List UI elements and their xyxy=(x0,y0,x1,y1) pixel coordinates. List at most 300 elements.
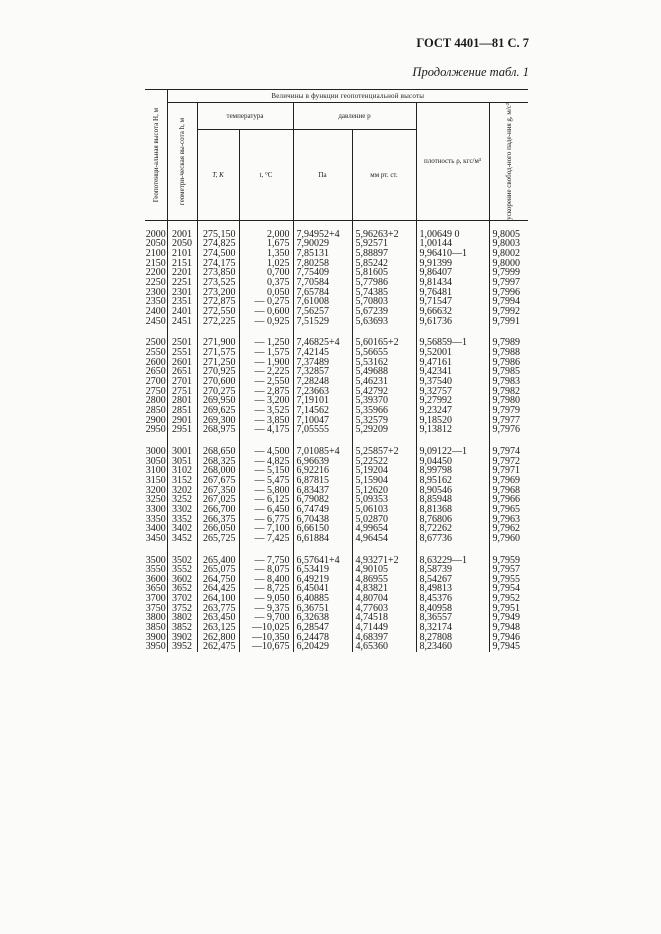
cell-temperature-k: 271,900 xyxy=(197,338,239,348)
cell-gravity: 9,7972 xyxy=(492,455,520,467)
header-geopotential-height: Геопотенци-альная высота H, м xyxy=(145,90,167,221)
cell-geometric-height: 3152 xyxy=(167,476,197,486)
cell-temperature-c: — 6,125 xyxy=(239,495,293,505)
cell-geometric-height: 2701 xyxy=(167,377,197,387)
cell-geometric-height: 3902 xyxy=(167,633,197,643)
cell-temperature-k: 262,800 xyxy=(197,633,239,643)
cell-geometric-height: 2151 xyxy=(167,259,197,269)
cell-pressure-mmhg: 4,93271+2 xyxy=(352,556,416,566)
cell-density: 9,71547 xyxy=(416,297,489,307)
cell-density: 9,56859—1 xyxy=(416,338,489,348)
cell-density: 9,52001 xyxy=(416,348,489,358)
cell-geometric-height: 3051 xyxy=(167,457,197,467)
cell-geopotential-height: 3900 xyxy=(145,631,166,643)
cell-density: 8,67736 xyxy=(416,534,489,544)
cell-geometric-height: 2751 xyxy=(167,387,197,397)
cell-geopotential-height: 2400 xyxy=(145,306,166,318)
cell-density: 8,76806 xyxy=(416,515,489,525)
cell-geopotential-height: 2550 xyxy=(145,347,166,359)
cell-geopotential-height: 3700 xyxy=(145,593,166,605)
cell-pressure-pa: 6,87815 xyxy=(293,476,352,486)
cell-pressure-mmhg: 5,96263+2 xyxy=(352,230,416,240)
cell-temperature-c: — 2,550 xyxy=(239,377,293,387)
cell-gravity: 9,7955 xyxy=(492,573,520,585)
cell-temperature-k: 270,275 xyxy=(197,387,239,397)
cell-pressure-pa: 7,70584 xyxy=(293,278,352,288)
cell-temperature-c: — 0,925 xyxy=(239,317,293,327)
cell-pressure-mmhg: 5,63693 xyxy=(352,317,416,327)
cell-gravity: 9,7976 xyxy=(492,424,520,436)
cell-density: 8,36557 xyxy=(416,613,489,623)
cell-pressure-mmhg: 5,49688 xyxy=(352,367,416,377)
cell-density: 8,63229—1 xyxy=(416,556,489,566)
cell-geometric-height: 2251 xyxy=(167,278,197,288)
cell-density: 9,66632 xyxy=(416,307,489,317)
cell-pressure-mmhg: 5,12620 xyxy=(352,486,416,496)
cell-pressure-mmhg: 5,29209 xyxy=(352,425,416,435)
cell-geometric-height: 3502 xyxy=(167,556,197,566)
cell-geometric-height: 2651 xyxy=(167,367,197,377)
cell-geometric-height: 3852 xyxy=(167,623,197,633)
cell-density: 9,18520 xyxy=(416,416,489,426)
cell-temperature-c: — 4,500 xyxy=(239,447,293,457)
cell-geopotential-height: 2200 xyxy=(145,267,166,279)
cell-pressure-mmhg: 5,56655 xyxy=(352,348,416,358)
cell-temperature-k: 268,325 xyxy=(197,457,239,467)
cell-geopotential-height: 2250 xyxy=(145,277,166,289)
cell-pressure-pa: 6,32638 xyxy=(293,613,352,623)
cell-density: 8,95162 xyxy=(416,476,489,486)
cell-temperature-c: — 8,725 xyxy=(239,584,293,594)
cell-geopotential-height: 3950 xyxy=(145,641,166,653)
cell-pressure-pa: 6,36751 xyxy=(293,604,352,614)
cell-density: 8,27808 xyxy=(416,633,489,643)
cell-geometric-height: 2501 xyxy=(167,338,197,348)
cell-temperature-k: 272,875 xyxy=(197,297,239,307)
cell-temperature-c: — 5,800 xyxy=(239,486,293,496)
cell-temperature-k: 263,450 xyxy=(197,613,239,623)
cell-pressure-pa: 6,40885 xyxy=(293,594,352,604)
cell-geopotential-height: 2350 xyxy=(145,296,166,308)
cell-pressure-pa: 6,74749 xyxy=(293,505,352,515)
cell-temperature-c: — 9,050 xyxy=(239,594,293,604)
cell-geopotential-height: 2700 xyxy=(145,376,166,387)
header-main: Величины в функции геопотенциальной высоты xyxy=(167,90,528,103)
cell-density: 1,00649 0 xyxy=(416,230,489,240)
cell-geometric-height: 3402 xyxy=(167,524,197,534)
cell-gravity: 9,7966 xyxy=(492,494,520,506)
cell-geometric-height: 3252 xyxy=(167,495,197,505)
cell-temperature-c: — 5,150 xyxy=(239,466,293,476)
cell-pressure-mmhg: 5,67239 xyxy=(352,307,416,317)
cell-geopotential-height: 3150 xyxy=(145,474,166,486)
cell-geopotential-height: 3300 xyxy=(145,503,166,515)
table-row xyxy=(145,642,528,652)
cell-gravity: 9,7949 xyxy=(492,612,520,624)
cell-pressure-mmhg: 5,39370 xyxy=(352,396,416,406)
cell-temperature-c: — 5,475 xyxy=(239,476,293,486)
cell-geopotential-height: 3350 xyxy=(145,513,166,525)
cell-density: 9,32757 xyxy=(416,387,489,397)
header-temperature-group: температура xyxy=(197,103,293,130)
cell-pressure-pa: 7,14562 xyxy=(293,406,352,416)
cell-pressure-mmhg: 4,65360 xyxy=(352,642,416,652)
cell-gravity: 9,7999 xyxy=(492,267,520,279)
cell-pressure-mmhg: 5,46231 xyxy=(352,377,416,387)
cell-temperature-c: —10,025 xyxy=(239,623,293,633)
cell-pressure-mmhg: 5,06103 xyxy=(352,505,416,515)
header-temp-celsius: t, °C xyxy=(239,129,293,220)
cell-geopotential-height: 2100 xyxy=(145,248,166,260)
cell-density: 9,23247 xyxy=(416,406,489,416)
cell-geopotential-height: 3850 xyxy=(145,622,166,634)
header-gravity: ускорение свобод-ного паде-ния g, м/с² xyxy=(489,103,528,221)
cell-temperature-k: 267,025 xyxy=(197,495,239,505)
header-temp-kelvin: T, K xyxy=(197,129,239,220)
cell-temperature-c: — 8,400 xyxy=(239,575,293,585)
cell-temperature-c: —10,350 xyxy=(239,633,293,643)
cell-temperature-k: 273,200 xyxy=(197,288,239,298)
cell-density: 8,49813 xyxy=(416,584,489,594)
cell-geopotential-height: 2900 xyxy=(145,414,166,426)
cell-gravity: 9,8003 xyxy=(492,238,520,250)
cell-density: 9,42341 xyxy=(416,367,489,377)
cell-gravity: 9,7946 xyxy=(492,631,520,643)
table-body xyxy=(145,220,528,652)
cell-density: 9,61736 xyxy=(416,317,489,327)
cell-geometric-height: 3302 xyxy=(167,505,197,515)
cell-pressure-mmhg: 4,90105 xyxy=(352,565,416,575)
cell-temperature-c: — 1,250 xyxy=(239,338,293,348)
cell-temperature-k: 264,100 xyxy=(197,594,239,604)
cell-geometric-height: 3702 xyxy=(167,594,197,604)
cell-pressure-pa: 7,19101 xyxy=(293,396,352,406)
cell-temperature-k: 267,350 xyxy=(197,486,239,496)
cell-pressure-pa: 7,75409 xyxy=(293,268,352,278)
cell-pressure-mmhg: 5,32579 xyxy=(352,416,416,426)
cell-geopotential-height: 2950 xyxy=(145,424,166,436)
cell-gravity: 9,7980 xyxy=(492,395,520,407)
cell-pressure-mmhg: 5,35966 xyxy=(352,406,416,416)
cell-temperature-c: — 1,900 xyxy=(239,358,293,368)
cell-density: 8,40958 xyxy=(416,604,489,614)
cell-temperature-c: — 3,525 xyxy=(239,406,293,416)
cell-density: 8,72262 xyxy=(416,524,489,534)
cell-geopotential-height: 3450 xyxy=(145,532,166,544)
cell-geopotential-height: 2500 xyxy=(145,337,166,349)
cell-gravity: 9,7952 xyxy=(492,593,520,605)
cell-geopotential-height: 2600 xyxy=(145,356,166,368)
cell-density: 9,76481 xyxy=(416,288,489,298)
cell-pressure-mmhg: 5,92571 xyxy=(352,239,416,249)
cell-temperature-k: 267,675 xyxy=(197,476,239,486)
cell-density: 9,86407 xyxy=(416,268,489,278)
cell-gravity: 9,7983 xyxy=(492,376,520,387)
cell-density: 1,00144 xyxy=(416,239,489,249)
cell-gravity: 9,7996 xyxy=(492,286,520,298)
cell-pressure-pa: 7,94952+4 xyxy=(293,230,352,240)
cell-pressure-mmhg: 5,81605 xyxy=(352,268,416,278)
cell-gravity: 9,7969 xyxy=(492,474,520,486)
cell-pressure-pa: 6,20429 xyxy=(293,642,352,652)
cell-geometric-height: 2801 xyxy=(167,396,197,406)
cell-geopotential-height: 3100 xyxy=(145,465,166,477)
cell-geopotential-height: 2650 xyxy=(145,366,166,378)
cell-temperature-k: 262,475 xyxy=(197,642,239,652)
cell-temperature-c: 1,675 xyxy=(239,239,293,249)
cell-geometric-height: 2451 xyxy=(167,317,197,327)
cell-pressure-pa: 7,37489 xyxy=(293,358,352,368)
cell-pressure-pa: 6,57641+4 xyxy=(293,556,352,566)
table-continuation-label: Продолжение табл. 1 xyxy=(412,65,529,79)
cell-temperature-c: — 7,100 xyxy=(239,524,293,534)
cell-temperature-k: 263,125 xyxy=(197,623,239,633)
cell-temperature-k: 274,500 xyxy=(197,249,239,259)
cell-density: 8,23460 xyxy=(416,642,489,652)
cell-gravity: 9,7959 xyxy=(492,554,520,566)
cell-density: 9,13812 xyxy=(416,425,489,435)
cell-geopotential-height: 2850 xyxy=(145,404,166,416)
block-spacer xyxy=(145,544,528,556)
cell-geometric-height: 3202 xyxy=(167,486,197,496)
cell-temperature-k: 274,825 xyxy=(197,239,239,249)
cell-temperature-k: 271,575 xyxy=(197,348,239,358)
cell-geopotential-height: 3500 xyxy=(145,554,166,566)
cell-gravity: 9,7951 xyxy=(492,602,520,614)
cell-pressure-pa: 7,80258 xyxy=(293,259,352,269)
header-geometric-height: геометри-ческая вы-сота h, м xyxy=(167,103,197,221)
cell-gravity: 9,7994 xyxy=(492,296,520,308)
cell-density: 9,96410—1 xyxy=(416,249,489,259)
cell-gravity: 9,7979 xyxy=(492,404,520,416)
cell-temperature-c: — 3,200 xyxy=(239,396,293,406)
cell-pressure-pa: 7,85131 xyxy=(293,249,352,259)
cell-temperature-c: — 4,175 xyxy=(239,425,293,435)
cell-geopotential-height: 2750 xyxy=(145,385,166,397)
cell-temperature-c: — 9,700 xyxy=(239,613,293,623)
cell-pressure-pa: 7,01085+4 xyxy=(293,447,352,457)
cell-temperature-k: 269,625 xyxy=(197,406,239,416)
cell-pressure-pa: 7,10047 xyxy=(293,416,352,426)
cell-pressure-pa: 7,65784 xyxy=(293,288,352,298)
cell-density: 8,85948 xyxy=(416,495,489,505)
cell-density: 9,81434 xyxy=(416,278,489,288)
document-reference: ГОСТ 4401—81 С. 7 xyxy=(416,36,529,50)
cell-pressure-pa: 7,23663 xyxy=(293,387,352,397)
cell-pressure-mmhg: 5,77986 xyxy=(352,278,416,288)
cell-pressure-pa: 6,61884 xyxy=(293,534,352,544)
cell-pressure-pa: 7,51529 xyxy=(293,317,352,327)
cell-geometric-height: 3602 xyxy=(167,575,197,585)
cell-temperature-k: 275,150 xyxy=(197,230,239,240)
cell-density: 9,04450 xyxy=(416,457,489,467)
cell-geopotential-height: 3750 xyxy=(145,602,166,614)
cell-pressure-mmhg: 4,99654 xyxy=(352,524,416,534)
cell-temperature-c: — 7,425 xyxy=(239,534,293,544)
cell-geometric-height: 3452 xyxy=(167,534,197,544)
cell-temperature-c: — 1,575 xyxy=(239,348,293,358)
cell-temperature-k: 268,975 xyxy=(197,425,239,435)
cell-pressure-mmhg: 5,88897 xyxy=(352,249,416,259)
cell-gravity: 9,7986 xyxy=(492,356,520,368)
cell-geopotential-height: 2300 xyxy=(145,286,166,298)
cell-temperature-k: 264,750 xyxy=(197,575,239,585)
cell-geometric-height: 2901 xyxy=(167,416,197,426)
cell-temperature-c: —10,675 xyxy=(239,642,293,652)
cell-pressure-pa: 6,24478 xyxy=(293,633,352,643)
cell-geometric-height: 3802 xyxy=(167,613,197,623)
cell-density: 9,09122—1 xyxy=(416,447,489,457)
cell-temperature-c: 1,350 xyxy=(239,249,293,259)
cell-gravity: 9,7974 xyxy=(492,445,520,457)
cell-pressure-mmhg: 5,42792 xyxy=(352,387,416,397)
cell-temperature-k: 268,000 xyxy=(197,466,239,476)
cell-temperature-k: 274,175 xyxy=(197,259,239,269)
cell-temperature-k: 269,300 xyxy=(197,416,239,426)
table-row xyxy=(145,317,528,327)
cell-pressure-mmhg: 5,70803 xyxy=(352,297,416,307)
cell-temperature-c: 0,050 xyxy=(239,288,293,298)
cell-density: 9,37540 xyxy=(416,377,489,387)
cell-geometric-height: 2551 xyxy=(167,348,197,358)
cell-pressure-pa: 6,79082 xyxy=(293,495,352,505)
cell-pressure-mmhg: 5,74385 xyxy=(352,288,416,298)
cell-temperature-c: — 0,275 xyxy=(239,297,293,307)
cell-density: 8,54267 xyxy=(416,575,489,585)
cell-gravity: 9,7957 xyxy=(492,564,520,576)
header-pressure-group: давление p xyxy=(293,103,416,130)
cell-geometric-height: 2101 xyxy=(167,249,197,259)
cell-gravity: 9,7962 xyxy=(492,523,520,535)
cell-geopotential-height: 2450 xyxy=(145,315,166,327)
atmosphere-table xyxy=(145,89,528,652)
cell-geometric-height: 3952 xyxy=(167,642,197,652)
cell-density: 8,99798 xyxy=(416,466,489,476)
cell-gravity: 9,7960 xyxy=(492,532,520,544)
cell-gravity: 9,7977 xyxy=(492,414,520,426)
cell-geometric-height: 2201 xyxy=(167,268,197,278)
cell-pressure-mmhg: 4,74518 xyxy=(352,613,416,623)
cell-geometric-height: 3102 xyxy=(167,466,197,476)
cell-pressure-mmhg: 4,80704 xyxy=(352,594,416,604)
cell-gravity: 9,7989 xyxy=(492,337,520,349)
cell-gravity: 9,8005 xyxy=(492,228,520,240)
cell-pressure-pa: 6,53419 xyxy=(293,565,352,575)
cell-pressure-pa: 7,46825+4 xyxy=(293,338,352,348)
cell-gravity: 9,7945 xyxy=(492,641,520,653)
table-row xyxy=(145,425,528,435)
cell-temperature-c: — 9,375 xyxy=(239,604,293,614)
header-pressure-pa: Па xyxy=(293,129,352,220)
cell-pressure-mmhg: 4,77603 xyxy=(352,604,416,614)
cell-pressure-mmhg: 4,71449 xyxy=(352,623,416,633)
cell-gravity: 9,7954 xyxy=(492,583,520,595)
cell-geopotential-height: 3000 xyxy=(145,445,166,457)
cell-temperature-k: 270,925 xyxy=(197,367,239,377)
cell-temperature-c: 1,025 xyxy=(239,259,293,269)
cell-gravity: 9,7992 xyxy=(492,306,520,318)
cell-density: 9,91399 xyxy=(416,259,489,269)
cell-temperature-k: 265,400 xyxy=(197,556,239,566)
cell-pressure-pa: 7,32857 xyxy=(293,367,352,377)
cell-pressure-mmhg: 4,86955 xyxy=(352,575,416,585)
cell-density: 9,27992 xyxy=(416,396,489,406)
header-density: плотность ρ, кгс/м³ xyxy=(416,103,489,221)
cell-gravity: 9,7968 xyxy=(492,484,520,496)
cell-geometric-height: 2401 xyxy=(167,307,197,317)
cell-geopotential-height: 3650 xyxy=(145,583,166,595)
cell-geometric-height: 3552 xyxy=(167,565,197,575)
cell-temperature-c: 0,375 xyxy=(239,278,293,288)
cell-pressure-mmhg: 5,15904 xyxy=(352,476,416,486)
cell-pressure-mmhg: 4,83821 xyxy=(352,584,416,594)
cell-geopotential-height: 2050 xyxy=(145,238,166,250)
cell-pressure-mmhg: 5,85242 xyxy=(352,259,416,269)
cell-geopotential-height: 3800 xyxy=(145,612,166,624)
cell-gravity: 9,7965 xyxy=(492,503,520,515)
cell-gravity: 9,7971 xyxy=(492,465,520,477)
cell-temperature-k: 264,425 xyxy=(197,584,239,594)
cell-temperature-c: — 7,750 xyxy=(239,556,293,566)
cell-gravity: 9,7997 xyxy=(492,277,520,289)
cell-temperature-c: — 8,075 xyxy=(239,565,293,575)
cell-pressure-pa: 7,28248 xyxy=(293,377,352,387)
cell-density: 9,47161 xyxy=(416,358,489,368)
cell-gravity: 9,7948 xyxy=(492,622,520,634)
table-row xyxy=(145,534,528,544)
cell-temperature-k: 265,075 xyxy=(197,565,239,575)
cell-pressure-mmhg: 5,19204 xyxy=(352,466,416,476)
cell-density: 8,58739 xyxy=(416,565,489,575)
cell-pressure-pa: 6,70438 xyxy=(293,515,352,525)
cell-pressure-pa: 7,05555 xyxy=(293,425,352,435)
cell-geopotential-height: 3400 xyxy=(145,523,166,535)
cell-density: 8,32174 xyxy=(416,623,489,633)
cell-geopotential-height: 3550 xyxy=(145,564,166,576)
cell-geometric-height: 3652 xyxy=(167,584,197,594)
cell-gravity: 9,7982 xyxy=(492,385,520,397)
cell-temperature-k: 271,250 xyxy=(197,358,239,368)
cell-geometric-height: 3752 xyxy=(167,604,197,614)
cell-pressure-pa: 7,61008 xyxy=(293,297,352,307)
cell-temperature-c: — 6,450 xyxy=(239,505,293,515)
cell-geometric-height: 2351 xyxy=(167,297,197,307)
cell-temperature-k: 266,050 xyxy=(197,524,239,534)
cell-temperature-c: — 3,850 xyxy=(239,416,293,426)
cell-gravity: 9,8000 xyxy=(492,257,520,269)
cell-geometric-height: 2301 xyxy=(167,288,197,298)
cell-density: 8,45376 xyxy=(416,594,489,604)
cell-pressure-mmhg: 5,09353 xyxy=(352,495,416,505)
cell-pressure-pa: 6,92216 xyxy=(293,466,352,476)
cell-temperature-c: — 6,775 xyxy=(239,515,293,525)
cell-geometric-height: 3352 xyxy=(167,515,197,525)
cell-temperature-k: 273,525 xyxy=(197,278,239,288)
cell-geometric-height: 2001 xyxy=(167,230,197,240)
cell-pressure-pa: 6,49219 xyxy=(293,575,352,585)
cell-pressure-pa: 6,45041 xyxy=(293,584,352,594)
cell-pressure-mmhg: 5,60165+2 xyxy=(352,338,416,348)
cell-temperature-k: 268,650 xyxy=(197,447,239,457)
cell-temperature-k: 265,725 xyxy=(197,534,239,544)
cell-temperature-k: 266,700 xyxy=(197,505,239,515)
cell-geometric-height: 2601 xyxy=(167,358,197,368)
cell-pressure-mmhg: 4,96454 xyxy=(352,534,416,544)
cell-pressure-pa: 6,96639 xyxy=(293,457,352,467)
cell-pressure-mmhg: 5,02870 xyxy=(352,515,416,525)
cell-density: 8,90546 xyxy=(416,486,489,496)
cell-geopotential-height: 3050 xyxy=(145,455,166,467)
